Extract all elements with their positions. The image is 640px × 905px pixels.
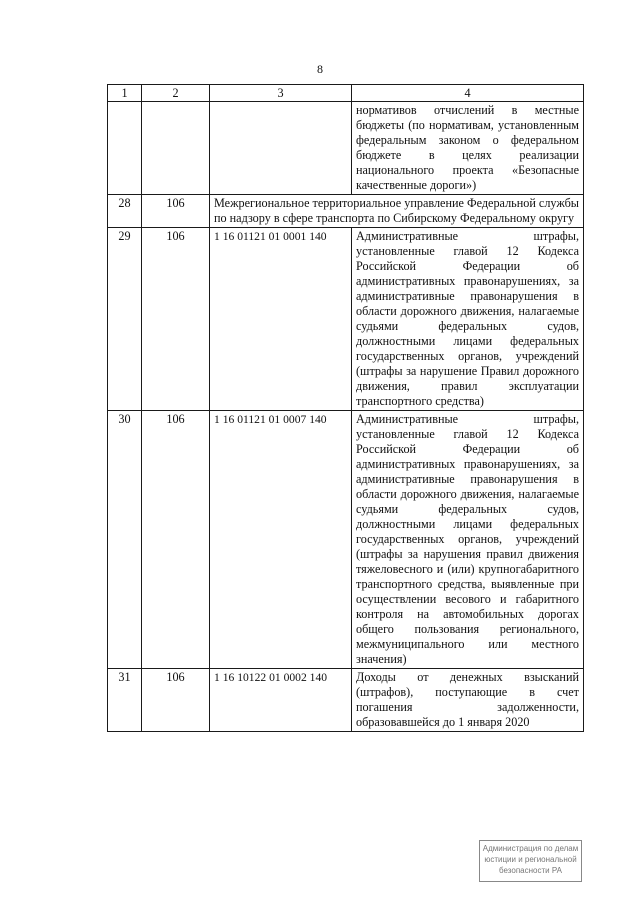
table-row: [108, 669, 584, 732]
admin-code: 106: [142, 195, 210, 228]
revenue-description: Доходы от денежных взысканий (штрафов), поступающие в счет погашения задолженности, образовавшейся до 1 января 2020: [352, 669, 584, 732]
table-header-row: [108, 85, 584, 102]
stamp-line: Администрация по делам: [482, 844, 579, 853]
stamp-line: юстиции и региональной: [484, 855, 577, 864]
table-row: [108, 228, 584, 411]
empty-cell: [108, 102, 142, 195]
table-row: [108, 102, 584, 195]
row-number: 31: [108, 669, 142, 732]
empty-cell: [142, 102, 210, 195]
header-cell-4: 4: [352, 85, 584, 102]
revenue-description: Административные штрафы, установленные главой 12 Кодекса Российской Федерации об административных правонарушениях, за административные правонарушения в области дорожного движения, налагаемые судьями федеральных судов, должностными лицами федеральных государственных органов, учреждений (штрафы за нарушение Правил дорожного движения, правил эксплуатации транспортного средства): [352, 228, 584, 411]
revenue-code: 1 16 10122 01 0002 140: [210, 669, 352, 732]
row-number: 30: [108, 411, 142, 669]
header-cell-3: 3: [210, 85, 352, 102]
continuation-description: нормативов отчислений в местные бюджеты (по нормативам, установленным федеральным законом о федеральном бюджете в целях реализации национального проекта «Безопасные качественные дороги»): [352, 102, 584, 195]
table-row: [108, 411, 584, 669]
table-row: [108, 195, 584, 228]
header-cell-2: 2: [142, 85, 210, 102]
revenue-code: 1 16 01121 01 0001 140: [210, 228, 352, 411]
admin-code: 106: [142, 669, 210, 732]
revenue-description: Административные штрафы, установленные главой 12 Кодекса Российской Федерации об административных правонарушениях, за административные правонарушения в области дорожного движения, налагаемые судьями федеральных судов, должностными лицами федеральных государственных органов, учреждений (штрафы за нарушения правил движения тяжеловесного и (или) крупногабаритного транспортного средства, выявленные при осуществлении весового и габаритного контроля на автомобильных дорогах общего пользования регионального, межмуниципального или местного значения): [352, 411, 584, 669]
admin-code: 106: [142, 228, 210, 411]
header-cell-1: 1: [108, 85, 142, 102]
revenue-table: [107, 84, 584, 732]
empty-cell: [210, 102, 352, 195]
admin-code: 106: [142, 411, 210, 669]
row-number: 28: [108, 195, 142, 228]
administrator-name: Межрегиональное территориальное управление Федеральной службы по надзору в сфере транспорта по Сибирскому Федеральному округу: [210, 195, 584, 228]
revenue-code: 1 16 01121 01 0007 140: [210, 411, 352, 669]
row-number: 29: [108, 228, 142, 411]
stamp-line: безопасности РА: [499, 866, 562, 875]
page-number: 8: [317, 62, 323, 76]
registration-stamp: [479, 840, 582, 882]
